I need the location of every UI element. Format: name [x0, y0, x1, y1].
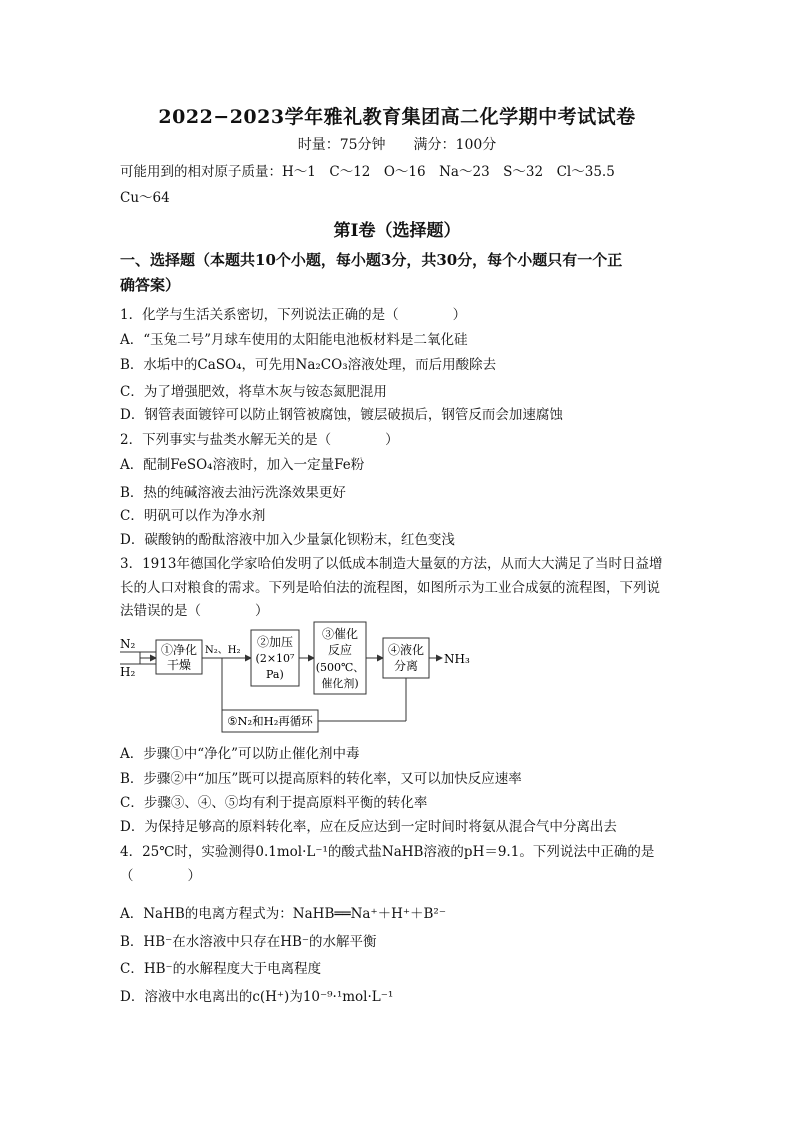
atomic-mass-line-2: Cu～64	[120, 190, 170, 206]
step3-label-3: (500℃、	[315, 661, 365, 674]
step1-label-2: 干燥	[166, 658, 192, 672]
q1-option-a: A．“玉兔二号”月球车使用的太阳能电池板材料是二氧化硅	[120, 332, 468, 348]
q4-stem-2: （ ）	[120, 868, 201, 884]
haber-process-flowchart	[118, 618, 498, 738]
q3-option-a: A．步骤①中“净化”可以防止催化剂中毒	[120, 746, 360, 762]
q4-stem-1: 4．25℃时，实验测得0.1mol·L⁻¹的酸式盐NaHB溶液的pH＝9.1。下列说法中正确的是	[120, 844, 655, 860]
q2-option-d: D．碳酸钠的酚酞溶液中加入少量氯化钡粉末，红色变浅	[120, 532, 455, 548]
step3-label-1: ③催化	[321, 627, 359, 641]
q4-option-c: C．HB⁻的水解程度大于电离程度	[120, 961, 322, 977]
atomic-mass-line-1: 可能用到的相对原子质量：H～1 C～12 O～16 Na～23 S～32 Cl～35.5	[120, 164, 615, 180]
step2-label-3: Pa)	[266, 668, 284, 681]
step2-label-2: (2×10⁷	[255, 652, 295, 665]
output-nh3: NH₃	[444, 652, 470, 666]
q1-option-c: C．为了增强肥效，将草木灰与铵态氮肥混用	[120, 384, 387, 400]
q1-stem: 1．化学与生活关系密切，下列说法正确的是（ ）	[120, 307, 467, 323]
q4-option-a: A．NaHB的电离方程式为：NaHB══Na⁺＋H⁺＋B²⁻	[120, 906, 446, 922]
q3-option-d: D．为保持足够高的原料转化率，应在反应达到一定时间时将氨从混合气中分离出去	[120, 819, 617, 835]
q3-stem-3: 法错误的是（ ）	[120, 603, 269, 619]
exam-title: 2022−2023学年雅礼教育集团高二化学期中考试试卷	[158, 106, 636, 128]
step2-label-1: ②加压	[256, 635, 294, 649]
q2-option-b: B．热的纯碱溶液去油污洗涤效果更好	[120, 485, 346, 501]
q2-option-c: C．明矾可以作为净水剂	[120, 508, 266, 524]
step3-label-2: 反应	[327, 643, 353, 657]
mid-gas-label: N₂、H₂	[205, 645, 241, 656]
section-instruction-1: 一、选择题（本题共10个小题，每小题3分，共30分，每个小题只有一个正	[120, 251, 623, 269]
q1-option-d: D．钢管表面镀锌可以防止钢管被腐蚀，镀层破损后，钢管反而会加速腐蚀	[120, 407, 563, 423]
q2-option-a: A．配制FeSO₄溶液时，加入一定量Fe粉	[120, 457, 365, 473]
step4-label-2: 分离	[393, 659, 419, 673]
input-h2: H₂	[120, 665, 136, 679]
section-title: 第Ⅰ卷（选择题）	[333, 221, 461, 241]
q3-stem-1: 3．1913年德国化学家哈伯发明了以低成本制造大量氨的方法，从而大大满足了当时日益增	[120, 556, 663, 572]
section-instruction-2: 确答案）	[120, 276, 181, 294]
q3-option-b: B．步骤②中“加压”既可以提高原料的转化率，又可以加快反应速率	[120, 771, 522, 787]
q4-option-b: B．HB⁻在水溶液中只存在HB⁻的水解平衡	[120, 934, 377, 950]
time-info: 时量：75分钟 满分：100分	[297, 137, 497, 153]
q2-stem: 2．下列事实与盐类水解无关的是（ ）	[120, 432, 399, 448]
q4-option-d: D．溶液中水电离出的c(H⁺)为10⁻⁹·¹mol·L⁻¹	[120, 989, 394, 1005]
step3-label-4: 催化剂)	[321, 677, 359, 690]
recycle-label: ⑤N₂和H₂再循环	[227, 714, 313, 728]
q3-option-c: C．步骤③、④、⑤均有利于提高原料平衡的转化率	[120, 795, 428, 811]
step1-label-1: ①净化	[160, 643, 198, 657]
q1-option-b: B．水垢中的CaSO₄，可先用Na₂CO₃溶液处理，而后用酸除去	[120, 357, 497, 373]
step4-label-1: ④液化	[387, 643, 425, 657]
input-n2: N₂	[120, 637, 136, 651]
q3-stem-2: 长的人口对粮食的需求。下列是哈伯法的流程图，如图所示为工业合成氨的流程图，下列说	[120, 580, 660, 596]
